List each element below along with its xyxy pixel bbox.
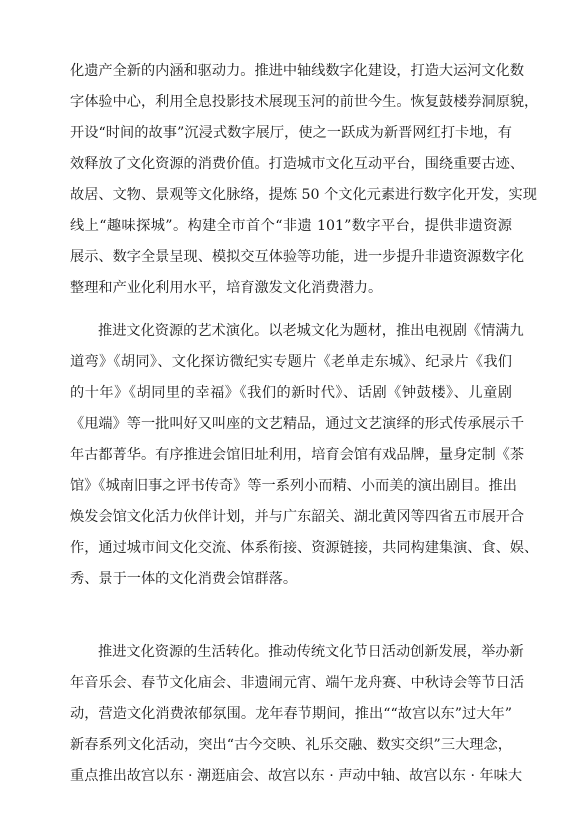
paragraph-artistic-evolution [70,316,539,595]
text-line: 秀、景于一体的文化消费会馆群落。 [70,571,298,587]
text-line: 年音乐会、春节文化庙会、非遗闹元宵、端午龙舟赛、中秋诗会等节日活 [70,675,525,691]
text-line: 推进文化资源的生活转化。推动传统文化节日活动创新发展，举办新 [98,644,524,660]
text-line: 馆》《城南旧事之评书传奇》等一系列小而精、小而美的演出剧目。推出 [70,478,517,494]
text-line: 《甩端》等一批叫好又叫座的文艺精品，通过文艺演绎的形式传承展示千 [70,416,525,432]
text-line: 整理和产业化利用水平，培育激发文化消费潜力。 [70,280,383,296]
text-line: 作，通过城市间文化交流、体系衔接、资源链接，共同构建集演、食、娱、 [70,540,539,556]
text-line: 化遗产全新的内涵和驱动力。推进中轴线数字化建设，打造大运河文化数 [70,63,525,79]
text-line: 新春系列文化活动，突出“古今交映、礼乐交融、数实交织”三大理念， [70,737,512,753]
text-line: 展示、数字全景呈现、模拟交互体验等功能，进一步提升非遗资源数字化 [70,249,525,265]
text-line: 推进文化资源的艺术演化。以老城文化为题材，推出电视剧《情满九 [98,323,524,339]
text-line: 重点推出故宫以东 · 潮逛庙会、故宫以东 · 声动中轴、故宫以东 · 年味大 [70,768,523,784]
text-line: 焕发会馆文化活力伙伴计划，并与广东韶关、湖北黄冈等四省五市展开合 [70,509,525,525]
text-line: 年古都菁华。有序推进会馆旧址利用，培育会馆有戏品牌，量身定制《茶 [70,447,525,463]
text-line: 线上“趣味探城”。构建全市首个“非遗 101”数字平台，提供非遗资源 [70,218,512,234]
text-line: 动，营造文化消费浓郁氛围。龙年春节期间，推出““故宫以东”过大年” [70,706,512,722]
text-line: 的十年》《胡同里的幸福》《我们的新时代》、话剧《钟鼓楼》、儿童剧 [70,385,512,401]
paragraph-digital-transformation [70,56,539,304]
text-line: 效释放了文化资源的消费价值。打造城市文化互动平台，围绕重要古迹、 [70,156,525,172]
paragraph-life-transformation [70,637,525,792]
text-line: 字体验中心，利用全息投影技术展现玉河的前世今生。恢复鼓楼券洞原貌， [70,94,539,110]
text-line: 道弯》《胡同》、文化探访微纪实专题片《老单走东城》、纪录片《我们 [70,354,512,370]
text-line: 故居、文物、景观等文化脉络，提炼 50 个文化元素进行数字化开发，实现 [70,187,537,203]
text-line: 开设“时间的故事”沉浸式数字展厅，使之一跃成为新晋网红打卡地，有 [70,125,512,141]
